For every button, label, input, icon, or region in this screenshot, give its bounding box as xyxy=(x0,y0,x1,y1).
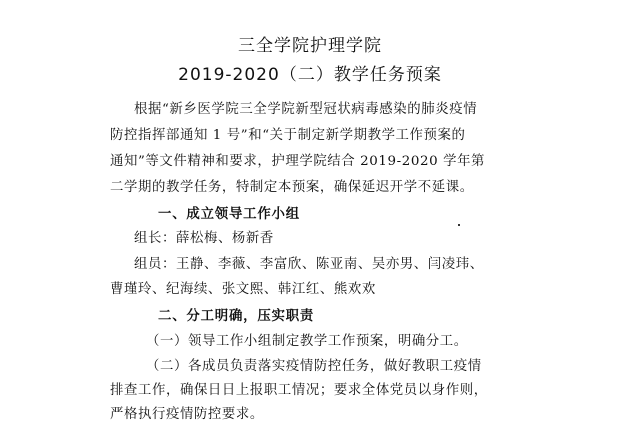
body-paragraph-line-2: 防控指挥部通知 1 号”和“关于制定新学期教学工作预案的 xyxy=(110,128,466,143)
members-line-2: 曹瑾玲、纪海续、张文熙、韩江红、熊欢欢 xyxy=(110,282,376,297)
body-paragraph-line-3: 通知”等文件精神和要求，护理学院结合 2019-2020 学年第 xyxy=(110,154,486,169)
section-heading-1: 一、成立领导工作小组 xyxy=(158,206,300,222)
stray-mark xyxy=(458,224,460,226)
body-paragraph-line-1: 根据“新乡医学院三全学院新型冠状病毒感染的肺炎疫情 xyxy=(134,102,478,117)
members-line-1: 组员：王静、李薇、李富欣、陈亚南、吴亦男、闫凌玮、 xyxy=(134,257,484,272)
item-1: （一）领导工作小组制定教学工作预案，明确分工。 xyxy=(146,334,468,349)
document-subtitle: 2019-2020（二）教学任务预案 xyxy=(178,65,442,85)
item-2-line-3: 严格执行疫情防控要求。 xyxy=(110,407,264,422)
section-heading-2: 二、分工明确，压实职责 xyxy=(158,308,315,324)
item-2-line-1: （二）各成员负责落实疫情防控任务，做好教职工疫情 xyxy=(146,359,482,374)
document-title: 三全学院护理学院 xyxy=(238,36,382,56)
item-2-line-2: 排查工作，确保日日上报职工情况；要求全体党员以身作则， xyxy=(110,383,488,398)
leader-line: 组长：薛松梅、杨新香 xyxy=(134,231,274,246)
body-paragraph-line-4: 二学期的教学任务，特制定本预案，确保延迟开学不延课。 xyxy=(110,180,474,195)
